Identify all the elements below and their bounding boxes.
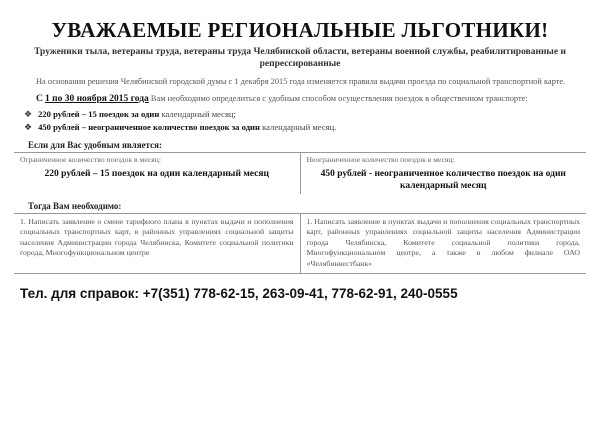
choice-cell — [14, 153, 300, 194]
choice-value: 450 рублей - неограниченное количество поездок на один календарный месяц — [320, 169, 566, 191]
intro-paragraph: На основании решения Челябинской городской думы с 1 декабря 2015 года изменяется правила выдачи проезда по социальной транспортной карте. — [36, 77, 566, 86]
choice-caption: Неограниченное количество поездок в месяц: — [306, 155, 455, 164]
notice-dates: 1 по 30 ноября 2015 года — [44, 94, 149, 104]
diamond-bullet-icon: ❖ — [24, 109, 33, 119]
fare-option-rest: календарный месяц. — [262, 122, 337, 132]
fare-option — [24, 108, 586, 121]
notice-paragraph — [14, 93, 586, 105]
action-cell: 1. Написать заявление о смене тарифного плана в пунктах выдачи и пополнения социальных транспортных карт, в районных управлениях социальной защиты населения Администрации города Челябинска, Комитете социальной политики города, Многофункциональном центре — [20, 217, 294, 258]
notice-title: УВАЖАЕМЫЕ РЕГИОНАЛЬНЫЕ ЛЬГОТНИКИ! — [51, 18, 549, 42]
fare-options-list — [24, 108, 586, 134]
fare-option-bold: один — [241, 122, 260, 132]
notice-rest: Вам необходимо определиться с удобным способом осуществления поездок в общественном транспорте: — [150, 94, 528, 103]
diamond-bullet-icon: ❖ — [24, 122, 33, 132]
fare-option-rest: календарный месяц; — [161, 109, 236, 119]
fare-option-bold: один — [140, 109, 160, 119]
notice-sheet — [14, 18, 586, 410]
notice-subtitle: Труженики тыла, ветераны труда, ветераны труда Челябинской области, ветераны военной службы, реабилитированные и репрессированные — [34, 47, 566, 69]
then-heading: Тогда Вам необходимо: — [28, 201, 122, 211]
action-table — [14, 213, 586, 274]
choose-heading: Если для Вас удобным является: — [28, 140, 162, 150]
choice-caption: Ограниченное количество поездок в месяц: — [20, 155, 161, 164]
fare-option-amount: 450 рублей – неограниченное количество поездок за — [38, 122, 240, 132]
choice-table — [14, 152, 586, 194]
reference-phone: Тел. для справок: +7(351) 778-62-15, 263-09-41, 778-62-91, 240-0555 — [20, 286, 458, 302]
fare-option-amount: 220 рублей – 15 поездок за — [38, 109, 139, 119]
fare-option — [24, 121, 586, 134]
choice-cell — [300, 153, 587, 194]
notice-lead: С — [36, 94, 43, 104]
choice-value: 220 рублей – 15 поездок на один календарный месяц — [44, 169, 269, 179]
action-cell: 1. Написать заявление в пунктах выдачи и пополнения социальных транспортных карт, районных управлениях социальной защиты населения Администрации города Челябинска, Комитете социальной политики города, Многофункциональном центре, а также в любом филиале ОАО «Челябинвестбанк» — [300, 214, 587, 273]
